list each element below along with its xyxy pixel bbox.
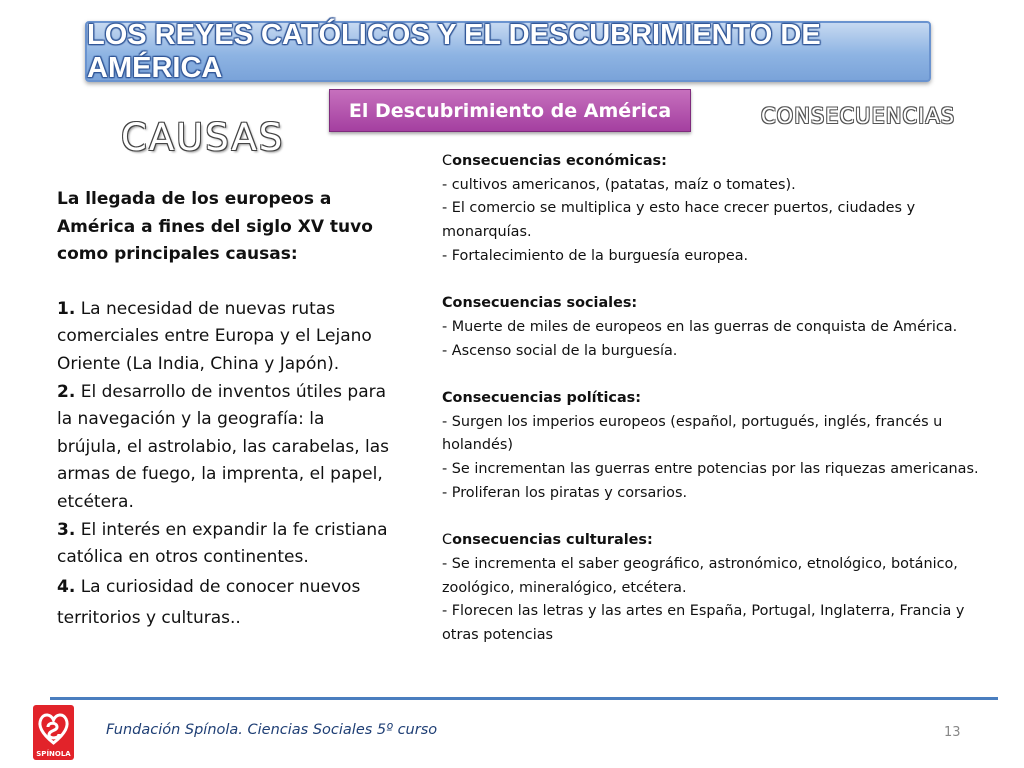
list-item: - Surgen los imperios europeos (español, portugués, inglés, francés u holandés)	[442, 413, 943, 454]
section-title: Consecuencias económicas:	[442, 153, 667, 169]
footer-divider	[50, 697, 998, 700]
causa-number: 2.	[57, 381, 76, 402]
causa-text: La curiosidad de conocer nuevos territorios y culturas..	[57, 576, 361, 628]
section-title: Consecuencias políticas:	[442, 390, 641, 406]
list-item: - Proliferan los piratas y corsarios.	[442, 484, 688, 501]
consecuencias-section-economicas	[442, 150, 982, 269]
causas-intro: La llegada de los europeos a América a fines del siglo XV tuvo como principales causas:	[57, 189, 373, 265]
causa-text: El interés en expandir la fe cristiana católica en otros continentes.	[57, 519, 388, 568]
causas-column	[57, 186, 392, 634]
consecuencias-section-politicas	[442, 387, 982, 506]
list-item: - Se incrementa el saber geográfico, astronómico, etnológico, botánico, zoológico, mineralógico, etcétera.	[442, 555, 958, 596]
causas-heading: CAUSAS	[121, 116, 285, 159]
consecuencias-heading: CONSECUENCIAS	[761, 104, 956, 128]
causa-item	[57, 296, 392, 379]
consecuencias-column	[442, 150, 982, 648]
footer-caption: Fundación Spínola. Ciencias Sociales 5º curso	[106, 722, 438, 738]
main-title-banner	[85, 18, 931, 84]
causa-item	[57, 379, 392, 517]
section-title: Consecuencias sociales:	[442, 295, 638, 312]
causa-number: 4.	[57, 576, 76, 597]
list-item: - Fortalecimiento de la burguesía europea.	[442, 247, 749, 264]
consecuencias-section-sociales	[442, 292, 982, 363]
section-title: Consecuencias culturales:	[442, 532, 653, 549]
heart-icon	[33, 705, 74, 750]
page-number: 13	[944, 725, 961, 740]
list-item: - Se incrementan las guerras entre potencias por las riquezas americanas.	[442, 461, 979, 478]
consecuencias-section-culturales	[442, 529, 982, 648]
causa-number: 1.	[57, 298, 76, 319]
list-item: - Florecen las letras y las artes en España, Portugal, Inglaterra, Francia y otras potencias	[442, 603, 965, 644]
list-item: - Muerte de miles de europeos en las guerras de conquista de América.	[442, 318, 958, 335]
subtitle-text: El Descubrimiento de América	[348, 99, 672, 122]
logo-text: SPÍNOLA	[36, 750, 71, 758]
causa-item	[57, 517, 392, 572]
list-item: - El comercio se multiplica y esto hace crecer puertos, ciudades y monarquías.	[442, 200, 916, 241]
causa-item	[57, 572, 392, 634]
causa-text: El desarrollo de inventos útiles para la navegación y la geografía: la brújula, el astrolabio, las carabelas, las armas de fuego, la imprenta, el papel, etcétera.	[57, 381, 390, 512]
page-title: LOS REYES CATÓLICOS Y EL DESCUBRIMIENTO DE AMÉRICA	[87, 18, 821, 84]
list-item: - Ascenso social de la burguesía.	[442, 342, 678, 359]
fundacion-spinola-logo	[33, 705, 74, 760]
causa-text: La necesidad de nuevas rutas comerciales entre Europa y el Lejano Oriente (La India, China y Japón).	[57, 298, 372, 374]
list-item: - cultivos americanos, (patatas, maíz o tomates).	[442, 176, 796, 193]
causa-number: 3.	[57, 519, 76, 540]
subtitle-banner	[329, 89, 691, 132]
